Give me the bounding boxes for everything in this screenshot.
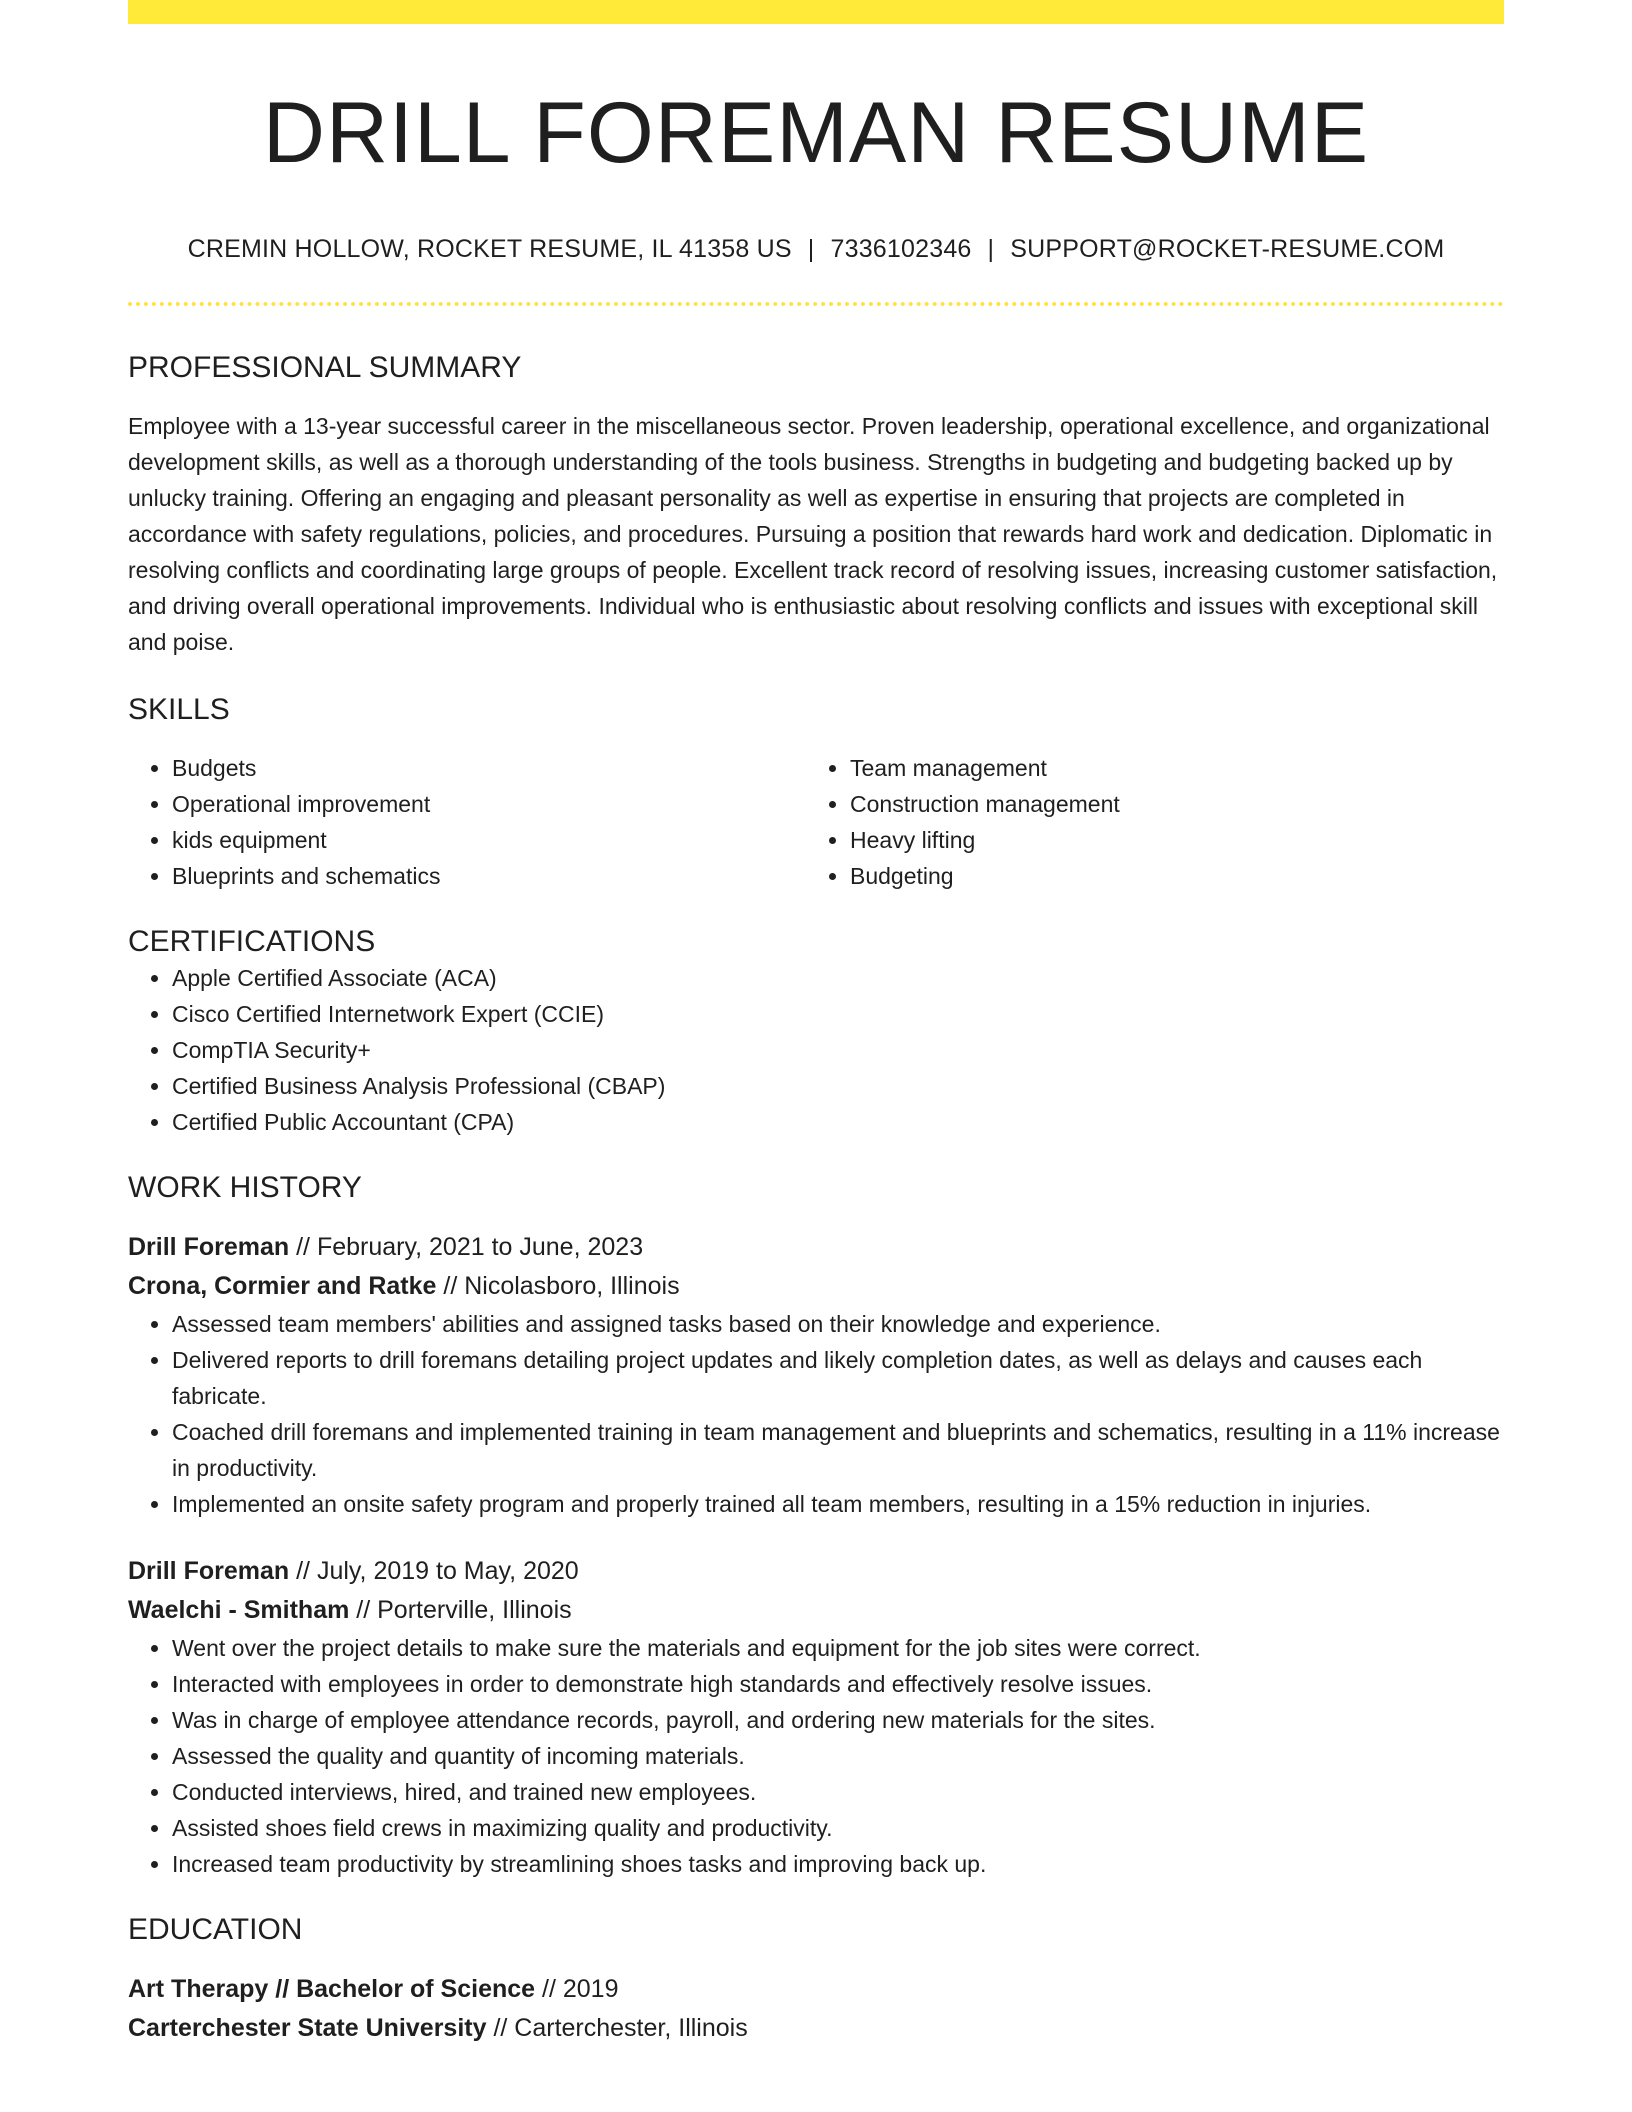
- contact-address: CREMIN HOLLOW, ROCKET RESUME, IL 41358 US: [187, 235, 792, 264]
- education-school-line: [128, 2009, 1504, 2048]
- certifications-heading: CERTIFICATIONS: [128, 925, 376, 959]
- skill-item: • Construction management: [850, 786, 1484, 822]
- education-degree-line: [128, 1970, 1504, 2009]
- education-year: // 2019: [542, 1975, 619, 2004]
- skill-item: • Operational improvement: [172, 786, 806, 822]
- job-dates: // February, 2021 to June, 2023: [296, 1233, 644, 1262]
- certifications-list: [128, 960, 1504, 1140]
- header-divider: [128, 302, 1504, 306]
- job-company-line: [128, 1591, 1504, 1630]
- resume-page: [128, 0, 1504, 2048]
- job-dates: // July, 2019 to May, 2020: [296, 1557, 579, 1586]
- job-bullet: • Assessed the quality and quantity of incoming materials.: [172, 1738, 1504, 1774]
- job-title-line: [128, 1552, 1504, 1591]
- job-location: // Porterville, Illinois: [356, 1596, 572, 1625]
- contact-separator: |: [987, 235, 995, 264]
- work-history-heading: WORK HISTORY: [128, 1171, 362, 1205]
- skills-column-right: [806, 750, 1484, 894]
- job-bullet: • Conducted interviews, hired, and trained new employees.: [172, 1774, 1504, 1810]
- job-bullet: • Assessed team members' abilities and assigned tasks based on their knowledge and experience.: [172, 1306, 1504, 1342]
- job-bullet: • Increased team productivity by streamlining shoes tasks and improving back up.: [172, 1846, 1504, 1882]
- job-bullet: • Was in charge of employee attendance records, payroll, and ordering new materials for the sites.: [172, 1702, 1504, 1738]
- skill-item: • Heavy lifting: [850, 822, 1484, 858]
- contact-email: SUPPORT@ROCKET-RESUME.COM: [1010, 235, 1445, 264]
- education-school: Carterchester State University: [128, 2014, 487, 2043]
- job-company: Crona, Cormier and Ratke: [128, 1272, 437, 1301]
- skill-item: • Budgets: [172, 750, 806, 786]
- job-title: Drill Foreman: [128, 1233, 290, 1262]
- skill-item: • Budgeting: [850, 858, 1484, 894]
- education-degree: Art Therapy // Bachelor of Science: [128, 1975, 536, 2004]
- education-entry: [128, 1970, 1504, 2048]
- skills-column-left: [128, 750, 806, 894]
- education-heading: EDUCATION: [128, 1913, 303, 1947]
- job-company-line: [128, 1267, 1504, 1306]
- job-bullet: • Delivered reports to drill foremans detailing project updates and likely completion dates, as well as delays and causes each fabricate.: [172, 1342, 1504, 1414]
- job-bullet: • Interacted with employees in order to demonstrate high standards and effectively resolve issues.: [172, 1666, 1504, 1702]
- job-bullets: [128, 1630, 1504, 1882]
- job-entry: [128, 1552, 1504, 1882]
- certification-item: • Apple Certified Associate (ACA): [172, 960, 1504, 996]
- contact-phone: 7336102346: [830, 235, 972, 264]
- certification-item: • Certified Business Analysis Professional (CBAP): [172, 1068, 1504, 1104]
- summary-text: Employee with a 13-year successful career in the miscellaneous sector. Proven leadership, operational excellence, and organizational development skills, as well as a thorough understanding of the tools business. Strengths in budgeting and budgeting backed up by unlucky training. Offering an engaging and pleasant personality as well as expertise in ensuring that projects are completed in accordance with safety regulations, policies, and procedures. Pursuing a position that rewards hard work and dedication. Diplomatic in resolving conflicts and coordinating large groups of people. Excellent track record of resolving issues, increasing customer satisfaction, and driving overall operational improvements. Individual who is enthusiastic about resolving conflicts and issues with exceptional skill and poise.: [128, 413, 1498, 656]
- certification-item: • Certified Public Accountant (CPA): [172, 1104, 1504, 1140]
- resume-title: DRILL FOREMAN RESUME: [262, 85, 1370, 181]
- skills-list-left: [128, 750, 806, 894]
- skills-heading: SKILLS: [128, 693, 230, 727]
- skills-list-right: [806, 750, 1484, 894]
- skill-item: • kids equipment: [172, 822, 806, 858]
- job-bullet: • Went over the project details to make sure the materials and equipment for the job sites were correct.: [172, 1630, 1504, 1666]
- top-accent-bar: [128, 0, 1504, 24]
- job-bullets: [128, 1306, 1504, 1522]
- contact-line: [128, 235, 1504, 264]
- education-location: // Carterchester, Illinois: [493, 2014, 748, 2043]
- summary-heading: PROFESSIONAL SUMMARY: [128, 351, 522, 385]
- job-title: Drill Foreman: [128, 1557, 290, 1586]
- job-location: // Nicolasboro, Illinois: [443, 1272, 680, 1301]
- skill-item: • Team management: [850, 750, 1484, 786]
- skill-item: • Blueprints and schematics: [172, 858, 806, 894]
- job-bullet: • Coached drill foremans and implemented training in team management and blueprints and schematics, resulting in a 11% increase in productivity.: [172, 1414, 1504, 1486]
- certification-item: • Cisco Certified Internetwork Expert (CCIE): [172, 996, 1504, 1032]
- certification-item: • CompTIA Security+: [172, 1032, 1504, 1068]
- job-company: Waelchi - Smitham: [128, 1596, 350, 1625]
- contact-separator: |: [807, 235, 815, 264]
- job-bullet: • Assisted shoes field crews in maximizing quality and productivity.: [172, 1810, 1504, 1846]
- job-bullet: • Implemented an onsite safety program and properly trained all team members, resulting in a 15% reduction in injuries.: [172, 1486, 1504, 1522]
- skills-grid: [128, 750, 1504, 894]
- job-entry: [128, 1228, 1504, 1522]
- job-title-line: [128, 1228, 1504, 1267]
